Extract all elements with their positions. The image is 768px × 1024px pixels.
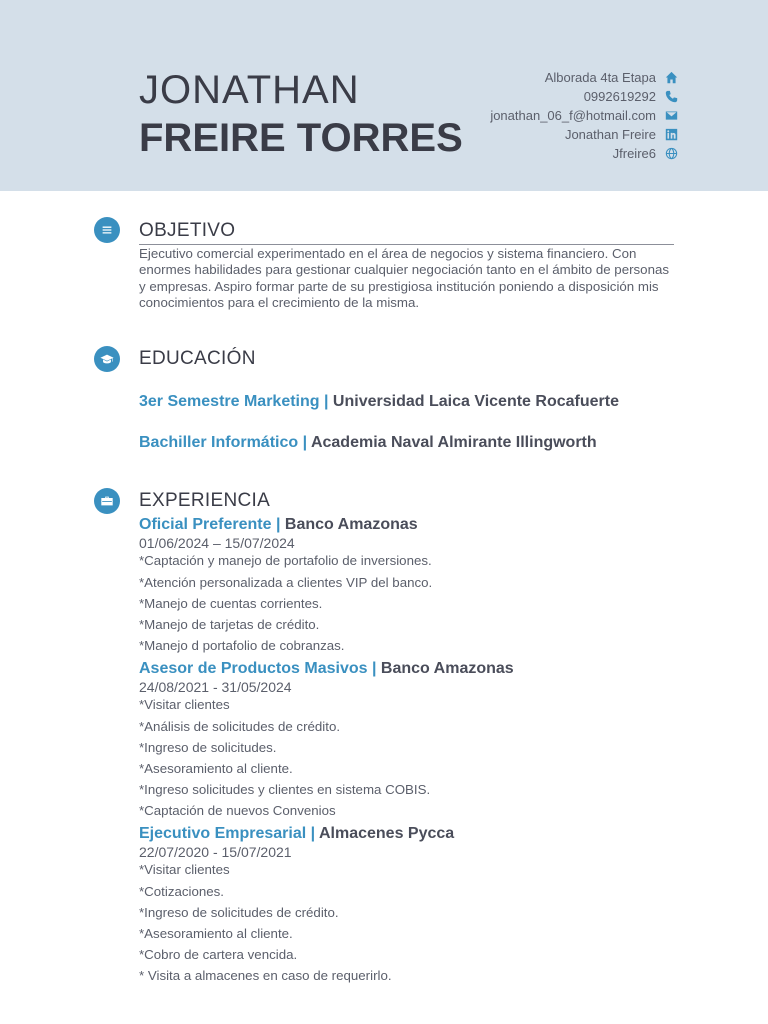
first-name: JONATHAN xyxy=(139,68,360,112)
contact-phone-text: 0992619292 xyxy=(583,89,656,104)
separator: | xyxy=(310,825,316,842)
separator: | xyxy=(371,660,377,677)
job-role: Asesor de Productos Masivos xyxy=(139,660,368,677)
job-duty: *Ingreso de solicitudes. xyxy=(139,740,277,755)
graduation-cap-icon xyxy=(94,346,120,372)
linkedin-icon xyxy=(664,128,678,142)
globe-icon xyxy=(664,147,678,161)
job-duty: *Manejo d portafolio de cobranzas. xyxy=(139,638,345,653)
job-duty: *Manejo de cuentas corrientes. xyxy=(139,596,323,611)
education-item xyxy=(139,393,619,411)
job-company: Banco Amazonas xyxy=(284,516,418,533)
education-degree: Bachiller Informático xyxy=(139,434,299,451)
contact-phone xyxy=(358,87,678,106)
job-role: Oficial Preferente xyxy=(139,516,272,533)
section-title-objetivo: OBJETIVO xyxy=(139,220,236,241)
job-entry xyxy=(139,659,699,821)
job-duty: *Visitar clientes xyxy=(139,697,230,712)
job-duty: *Ingreso de solicitudes de crédito. xyxy=(139,905,339,920)
education-item xyxy=(139,434,597,452)
job-duty: *Atención personalizada a clientes VIP del banco. xyxy=(139,575,433,590)
job-duty: *Captación de nuevos Convenios xyxy=(139,803,336,818)
contact-email-text[interactable]: jonathan_06_f@hotmail.com xyxy=(490,108,656,123)
separator: | xyxy=(323,393,329,410)
section-title-educacion: EDUCACIÓN xyxy=(139,348,256,369)
job-duty: *Ingreso solicitudes y clientes en sistema COBIS. xyxy=(139,782,431,797)
phone-icon xyxy=(664,90,678,104)
objective-text: Ejecutivo comercial experimentado en el área de negocios y sistema financiero. Con enormes habilidades para gestionar cualquier negociación tanto en el ámbito de personas y empresas. Aspiro formar parte de su prestigiosa institución poniendo a disposición mis conocimientos para el crecimiento de la misma. xyxy=(139,246,670,310)
contact-list xyxy=(358,68,678,163)
education-school: Universidad Laica Vicente Rocafuerte xyxy=(332,393,619,410)
job-duty: *Visitar clientes xyxy=(139,862,230,877)
job-duty: *Captación y manejo de portafolio de inversiones. xyxy=(139,553,432,568)
job-role: Ejecutivo Empresarial xyxy=(139,825,307,842)
job-heading xyxy=(139,515,699,535)
header-banner xyxy=(0,0,768,191)
contact-address-text: Alborada 4ta Etapa xyxy=(544,70,656,85)
job-dates: 24/08/2021 - 31/05/2024 xyxy=(139,679,292,695)
briefcase-icon xyxy=(94,488,120,514)
home-icon xyxy=(664,71,678,85)
job-heading xyxy=(139,824,699,844)
section-title-experiencia: EXPERIENCIA xyxy=(139,490,271,511)
job-duty: *Asesoramiento al cliente. xyxy=(139,926,293,941)
job-entry xyxy=(139,515,699,656)
separator: | xyxy=(302,434,308,451)
last-name: FREIRE TORRES xyxy=(139,116,463,160)
contact-linkedin-text[interactable]: Jonathan Freire xyxy=(564,127,656,142)
job-dates: 22/07/2020 - 15/07/2021 xyxy=(139,844,292,860)
job-dates: 01/06/2024 – 15/07/2024 xyxy=(139,535,295,551)
job-company: Almacenes Pycca xyxy=(318,825,455,842)
job-heading xyxy=(139,659,699,679)
job-duty: *Manejo de tarjetas de crédito. xyxy=(139,617,320,632)
list-icon xyxy=(94,217,120,243)
job-company: Banco Amazonas xyxy=(380,660,514,677)
education-degree: 3er Semestre Marketing xyxy=(139,393,320,410)
job-entry xyxy=(139,824,699,986)
job-duty: * Visita a almacenes en caso de requerirlo. xyxy=(139,968,392,983)
job-duty: *Cotizaciones. xyxy=(139,884,224,899)
section-divider xyxy=(139,244,674,245)
contact-email[interactable] xyxy=(358,106,678,125)
education-school: Academia Naval Almirante Illingworth xyxy=(310,434,597,451)
job-duty: *Asesoramiento al cliente. xyxy=(139,761,293,776)
contact-website[interactable] xyxy=(358,144,678,163)
separator: | xyxy=(275,516,281,533)
job-duty: *Cobro de cartera vencida. xyxy=(139,947,298,962)
contact-linkedin[interactable] xyxy=(358,125,678,144)
contact-address xyxy=(358,68,678,87)
mail-icon xyxy=(664,109,678,123)
job-duty: *Análisis de solicitudes de crédito. xyxy=(139,719,341,734)
contact-website-text[interactable]: Jfreire6 xyxy=(612,146,656,161)
